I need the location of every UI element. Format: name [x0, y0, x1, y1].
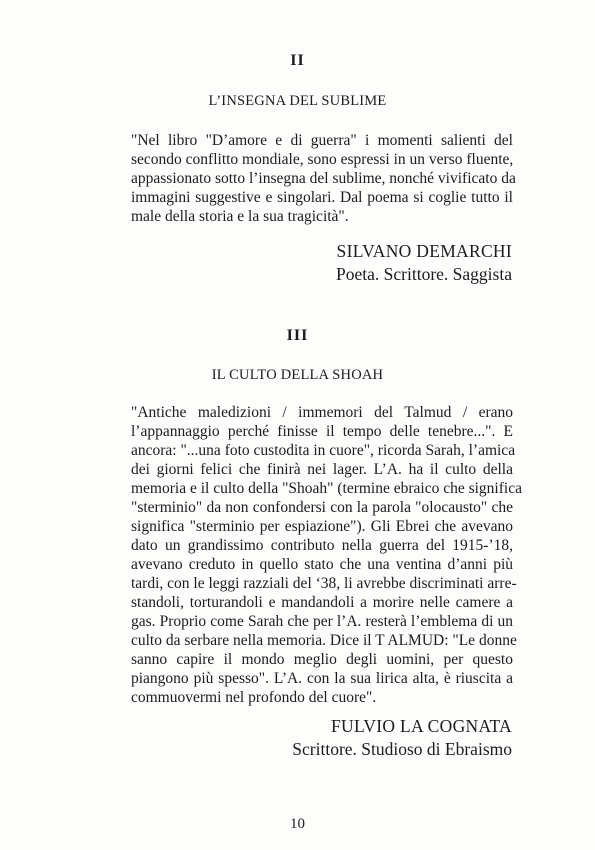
- paragraph-line: memoria e il culto della "Shoah" (termine ebraico che significa: [131, 480, 522, 497]
- paragraph-line: gas. Proprio come Sarah che per l’A. resterà l’emblema di un: [131, 613, 513, 630]
- paragraph-line: sanno capire il mondo meglio degli uomini, per questo: [131, 651, 513, 668]
- signature-name-demarchi: SILVANO DEMARCHI: [336, 241, 512, 261]
- signature-role-la-cognata: Scrittore. Studioso di Ebraismo: [292, 739, 512, 759]
- paragraph-line: dato un grandissimo contributo nella guerra del 1915-’18,: [131, 537, 513, 554]
- paragraph-line: ancora: "...una foto custodita in cuore", ricorda Sarah, l’amica: [131, 442, 516, 459]
- paragraph-line: "Antiche maledizioni / immemori del Talmud / erano: [131, 404, 513, 421]
- paragraph-line: l’appannaggio perché finisse il tempo delle tenebre...". E: [131, 423, 513, 440]
- paragraph-line: commuovermi nel profondo del cuore".: [131, 689, 377, 706]
- paragraph-line: standoli, torturandoli e mandandoli a morire nelle camere a: [131, 594, 513, 611]
- paragraph-line: significa "sterminio per espiazione"). Gli Ebrei che avevano: [131, 518, 513, 535]
- paragraph-line: immagini suggestive e singolari. Dal poema si coglie tutto il: [131, 189, 513, 206]
- paragraph-line: male della storia e la sua tragicità".: [131, 208, 349, 225]
- paragraph-line: piangono più spesso". L’A. con la sua lirica alta, è riuscita a: [131, 670, 513, 687]
- paragraph-line: appassionato sotto l’insegna del sublime, nonché vivificato da: [131, 170, 516, 187]
- section-title-sublime: L’INSEGNA DEL SUBLIME: [208, 93, 387, 109]
- paragraph-line: secondo conflitto mondiale, sono espressi in un verso fluente,: [131, 151, 514, 168]
- section-numeral-iii: III: [286, 327, 309, 344]
- paragraph-line: "Nel libro "D’amore e di guerra" i momenti salienti del: [131, 132, 513, 149]
- section-title-shoah: IL CULTO DELLA SHOAH: [211, 367, 384, 383]
- page-number: 10: [290, 816, 305, 832]
- quote-paragraph-shoah: [131, 403, 522, 707]
- paragraph-line: tardi, con le leggi razziali del ‘38, li avrebbe discriminati arre-: [131, 575, 517, 592]
- signature-role-demarchi: Poeta. Scrittore. Saggista: [336, 264, 512, 284]
- paragraph-line: culto da serbare nella memoria. Dice il T ALMUD: "Le donne: [131, 632, 517, 649]
- signature-name-la-cognata: FULVIO LA COGNATA: [331, 716, 512, 736]
- paragraph-line: dei giorni felici che finirà nei lager. L’A. ha il culto della: [131, 461, 513, 478]
- quote-paragraph-sublime: [131, 131, 516, 226]
- paragraph-line: avevano creduto in quello stato che una ventina d’anni più: [131, 556, 513, 573]
- paragraph-line: "sterminio" da non confondersi con la parola "olocausto" che: [131, 499, 513, 516]
- section-numeral-ii: II: [290, 52, 305, 69]
